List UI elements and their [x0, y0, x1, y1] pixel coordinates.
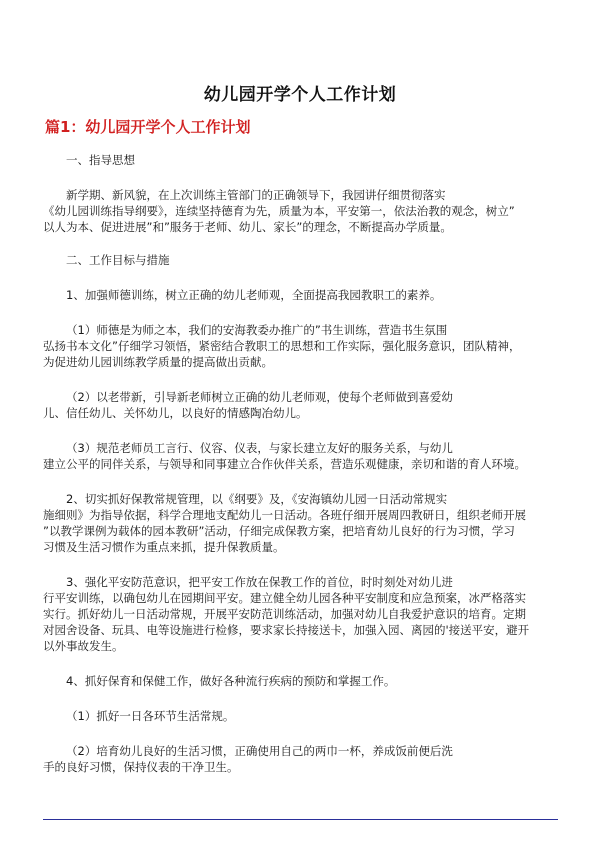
- paragraph-line: （1）师德是为师之本，我们的安海教委办推广的”书生训练，营造书生氛围: [66, 323, 448, 337]
- section-heading: 篇1：幼儿园开学个人工作计划: [45, 118, 251, 136]
- paragraph-line: 实行。抓好幼儿一日活动常规，开展平安防范训练活动，加强对幼儿自我爱护意识的培育。定期: [43, 607, 526, 621]
- paragraph-line: 2、切实抓好保教常规管理，以《纲要》及，《安海镇幼儿园一日活动常规实: [66, 492, 448, 506]
- paragraph-line: 弘扬书本文化”仔细学习领悟，紧密结合教职工的思想和工作实际，强化服务意识，团队精神，: [43, 339, 521, 353]
- paragraph-line: 儿、信任幼儿、关怀幼儿，以良好的情感陶冶幼儿。: [43, 406, 308, 420]
- paragraph-line: 习惯及生活习惯作为重点来抓，提升保教质量。: [43, 540, 285, 554]
- paragraph-line: 对园舍设备、玩具、电等设施进行检修，要求家长持接送卡，加强入园、离园的'接送平安，避开: [43, 623, 530, 637]
- paragraph-line: 施细则》为指导依据，科学合理地支配幼儿一日活动。各班仔细开展周四教研日，组织老师开展: [43, 508, 526, 522]
- paragraph-line: 《幼儿园训练指导纲要》，连续坚持德育为先，质量为本，平安第一，依法治教的观念，树立”: [43, 204, 515, 218]
- paragraph-line: （1）抓好一日各环节生活常规。: [66, 709, 235, 723]
- section-heading: 二、工作目标与措施: [66, 253, 170, 267]
- paragraph-line: 以人为本、促进进展”和”服务于老师、幼儿、家长”的理念，不断提高办学质量。: [43, 220, 452, 234]
- paragraph-line: 以外事故发生。: [43, 639, 124, 653]
- footer-divider: [43, 819, 558, 820]
- document-title: 幼儿园开学个人工作计划: [203, 85, 397, 105]
- paragraph-line: （3）规范老师员工言行、仪容、仪表，与家长建立友好的服务关系，与幼儿: [66, 441, 453, 455]
- paragraph-line: 行平安训练，以确包幼儿在园期间平安。建立健全幼儿园各种平安制度和应急预案，冰严格落实: [43, 591, 526, 605]
- paragraph-line: 新学期、新风貌，在上次训练主管部门的正确领导下，我园讲仔细贯彻落实: [66, 188, 446, 202]
- paragraph-line: （2）以老带新，引导新老师树立正确的幼儿老师观，使每个老师做到喜爱幼: [66, 390, 453, 404]
- paragraph-line: （2）培育幼儿良好的生活习惯，正确使用自己的两巾一杯，养成饭前便后洗: [66, 744, 453, 758]
- section-heading: 一、指导思想: [66, 153, 135, 167]
- paragraph-line: 手的良好习惯，保持仪表的干净卫生。: [43, 760, 239, 774]
- paragraph-line: 为促进幼儿园训练教学质量的提高做出贡献。: [43, 355, 273, 369]
- paragraph-line: 1、加强师德训练，树立正确的幼儿老师观，全面提高我园教职工的素养。: [66, 288, 442, 302]
- paragraph-line: 4、抓好保育和保健工作，做好各种流行疾病的预防和掌握工作。: [66, 674, 396, 688]
- paragraph-line: 3、强化平安防范意识，把平安工作放在保教工作的首位，时时刻处对幼儿进: [66, 575, 453, 589]
- paragraph-line: ”以教学课例为载体的园本教研”活动，仔细完成保教方案，把培育幼儿良好的行为习惯，学习: [43, 524, 515, 538]
- paragraph-line: 建立公平的同伴关系，与领导和同事建立合作伙伴关系，营造乐观健康，亲切和谐的育人环境。: [43, 457, 526, 471]
